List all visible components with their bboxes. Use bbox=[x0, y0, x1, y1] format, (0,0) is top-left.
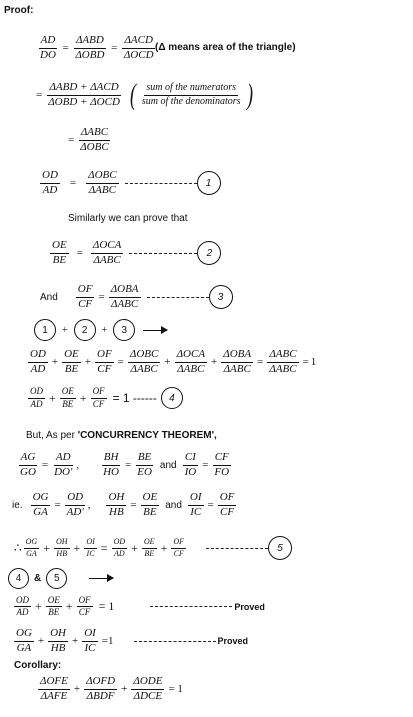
concurrency-equation-2: ie. $\frac{OG}{GA}$ = $\frac{OD}{AD'}$ , $\frac{OH}{HB}$ = $\frac{OE}{BE}$ and $\frac{OI}{IC}$ = $\frac{OF}{CF}$ bbox=[12, 491, 235, 518]
equation-tag-2: 2 bbox=[197, 241, 221, 265]
tag-circle-5: 5 bbox=[46, 568, 67, 589]
tag-circle-3: 3 bbox=[113, 319, 135, 341]
tag-circle-4: 4 bbox=[8, 568, 29, 589]
equation-tag-5: 5 bbox=[268, 536, 292, 560]
final-result-1: $\frac{OD}{AD}$ + $\frac{OE}{BE}$ + $\frac{OF}{CF}$ = 1 Proved bbox=[16, 595, 265, 618]
similarly-text: Similarly we can prove that bbox=[68, 213, 188, 224]
fraction: $\frac{OF}{CF}$ bbox=[77, 283, 93, 310]
corollary-label: Corollary: bbox=[14, 660, 62, 671]
concurrency-equation-1: $\frac{AG}{GO}$ = $\frac{AD}{DO'}$ , $\frac{BH}{HO}$ = $\frac{BE}{EO}$ and $\frac{CI}{IO}$ = $\frac{CF}{FO}$ bbox=[20, 451, 230, 478]
concurrency-line: But, As per 'CONCURRENCY THEOREM', bbox=[26, 430, 217, 441]
fraction: $\frac{\text{ΔACD}}{\text{ΔOCD}}$ bbox=[123, 34, 154, 61]
fraction: $\frac{OD}{AD}$ bbox=[42, 169, 58, 196]
equation-9: ∴ $\frac{OG}{GA}$ + $\frac{OH}{HB}$ + $\frac{OI}{IC}$ = $\frac{OD}{AD}$ + $\frac{OE}{BE}$ + $\frac{OF}{CF}$ 5 bbox=[14, 536, 292, 560]
equation-2: = $\frac{\text{ΔABD + ΔACD}}{\text{ΔOBD + ΔOCD}}$ ( $\frac{\text{sum of the numerators}}{\text{sum of the denominators}}$ ) bbox=[36, 78, 253, 111]
arrow-right-icon bbox=[143, 330, 167, 331]
corollary-equation: $\frac{\text{ΔOFE}}{\text{ΔAFE}}$ + $\frac{\text{ΔOFD}}{\text{ΔBDF}}$ + $\frac{\text{ΔODE}}{\text{ΔDCE}}$ = 1 bbox=[40, 675, 183, 702]
fraction: $\frac{\text{ΔOBA}}{\text{ΔABC}}$ bbox=[110, 283, 139, 310]
equation-5: $\frac{OE}{BE}$ = $\frac{\text{ΔOCA}}{\text{ΔABC}}$ 2 bbox=[48, 240, 221, 266]
fraction: $\frac{\text{ΔABC}}{\text{ΔOBC}}$ bbox=[80, 126, 109, 153]
equation-6: And $\frac{OF}{CF}$ = $\frac{\text{ΔOBA}}{\text{ΔABC}}$ 3 bbox=[40, 284, 233, 310]
equation-1: $\frac{AD}{DO}$ = $\frac{\text{ΔABD}}{\text{ΔOBD}}$ = $\frac{\text{ΔACD}}{\text{ΔOCD}}$ bbox=[40, 34, 154, 61]
fraction: $\frac{\text{ΔOCA}}{\text{ΔABC}}$ bbox=[92, 239, 122, 266]
equation-tag-4: 4 bbox=[161, 387, 183, 409]
fraction: $\frac{\text{ΔABD + ΔACD}}{\text{ΔOBD + ΔOCD}}$ bbox=[48, 80, 120, 108]
sum-note: $\frac{\text{sum of the numerators}}{\text{sum of the denominators}}$ bbox=[141, 82, 241, 107]
equation-tag-1: 1 bbox=[197, 171, 221, 195]
fraction: $\frac{AD}{DO}$ bbox=[40, 34, 56, 61]
combine-4-and-5: 4 & 5 bbox=[8, 568, 113, 589]
proved-label: Proved bbox=[217, 636, 249, 647]
fraction: $\frac{OE}{BE}$ bbox=[52, 239, 67, 266]
equation-3: = $\frac{\text{ΔABC}}{\text{ΔOBC}}$ bbox=[68, 126, 109, 153]
area-note: (Δ means area of the triangle) bbox=[155, 42, 296, 53]
arrow-right-icon bbox=[89, 578, 113, 579]
sum-of-equations: 1 + 2 + 3 bbox=[34, 319, 167, 341]
equation-tag-3: 3 bbox=[209, 285, 233, 309]
proof-title: Proof: bbox=[4, 5, 34, 16]
equation-4: $\frac{OD}{AD}$ = $\frac{\text{ΔOBC}}{\text{ΔABC}}$ 1 bbox=[38, 170, 221, 196]
tag-circle-1: 1 bbox=[34, 319, 56, 341]
proved-label: Proved bbox=[234, 601, 265, 612]
tag-circle-2: 2 bbox=[74, 319, 96, 341]
fraction: $\frac{\text{ΔOBC}}{\text{ΔABC}}$ bbox=[88, 169, 117, 196]
equation-7: $\frac{OD}{AD}$ + $\frac{OE}{BE}$ + $\frac{OF}{CF}$ = $\frac{\text{ΔOBC}}{\text{ΔABC}}$ + $\frac{\text{ΔOCA}}{\text{ΔABC}}$ + $\frac{\text{ΔOBA}}{\text{ΔABC}}$ = $\frac{\text{ΔABC}}{\text{ΔABC}}$ = 1 bbox=[30, 348, 317, 375]
final-result-2: $\frac{OG}{GA}$ + $\frac{OH}{HB}$ + $\frac{OI}{IC}$ =1 Proved bbox=[16, 627, 249, 654]
equation-8: $\frac{OD}{AD}$ + $\frac{OE}{BE}$ + $\frac{OF}{CF}$ = 1 ------ 4 bbox=[26, 387, 183, 409]
fraction: $\frac{\text{ΔABD}}{\text{ΔOBD}}$ bbox=[75, 34, 105, 61]
